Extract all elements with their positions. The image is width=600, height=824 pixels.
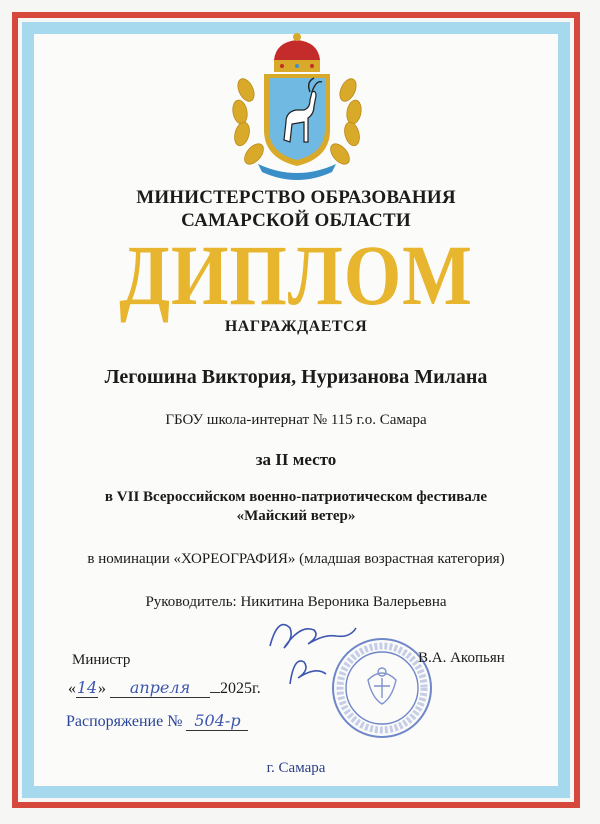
issue-date — [68, 678, 261, 698]
festival-line-1: в VII Всероссийском военно-патриотическом фестивале — [104, 489, 488, 505]
city-name: г. Самара — [266, 760, 326, 776]
order-line — [66, 711, 248, 731]
awarded-label: НАГРАЖДАЕТСЯ — [224, 318, 368, 335]
leader-text: Руководитель: Никитина Вероника Валерьевна — [145, 594, 447, 610]
award-place: за II место — [255, 450, 337, 469]
date-month: апреля — [110, 678, 210, 698]
date-open-quote: « — [68, 680, 76, 697]
festival-name — [34, 488, 558, 526]
minister-label: Министр — [72, 652, 131, 668]
nomination-text: в номинации «ХОРЕОГРАФИЯ» (младшая возрастная категория) — [87, 551, 505, 567]
date-gap — [210, 692, 220, 693]
order-number: 504-р — [186, 711, 248, 731]
ministry-heading — [34, 186, 558, 232]
samara-coat-of-arms-icon — [224, 30, 370, 180]
minister-name: В.А. Акопьян — [418, 650, 505, 666]
date-year: 2025г. — [220, 680, 261, 697]
recipient-names: Легошина Виктория, Нуризанова Милана — [104, 366, 488, 388]
school-name: ГБОУ школа-интернат № 115 г.о. Самара — [165, 412, 427, 428]
ministry-line-2: САМАРСКОЙ ОБЛАСТИ — [181, 210, 411, 231]
diploma-title: ДИПЛОМ — [119, 227, 473, 323]
order-label: Распоряжение № — [66, 713, 183, 730]
date-close-quote: » — [98, 680, 106, 697]
date-day: 14 — [76, 678, 98, 697]
festival-line-2: «Майский ветер» — [236, 508, 356, 524]
ministry-line-1: МИНИСТЕРСТВО ОБРАЗОВАНИЯ — [136, 187, 456, 208]
